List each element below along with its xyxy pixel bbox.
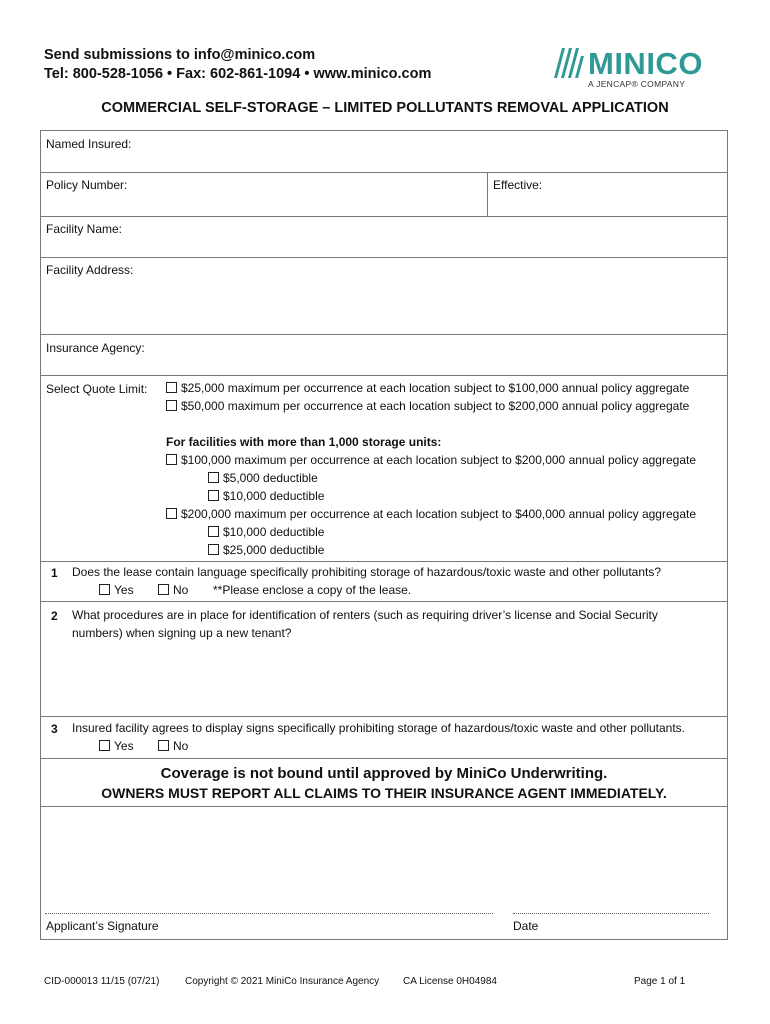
question-3-number: 3 xyxy=(51,722,58,736)
checkbox[interactable] xyxy=(99,584,110,595)
logo-wordmark: MINICO xyxy=(588,46,703,81)
quote-limit-label: Select Quote Limit: xyxy=(46,382,148,396)
large-facility-heading: For facilities with more than 1,000 storage units: xyxy=(166,435,442,449)
checkbox[interactable] xyxy=(158,740,169,751)
minico-logo xyxy=(552,44,728,92)
form-id: CID-000013 11/15 (07/21) xyxy=(44,976,160,987)
checkbox[interactable] xyxy=(208,544,219,555)
date-label: Date xyxy=(513,919,539,933)
facility-name-label: Facility Name: xyxy=(46,222,123,236)
question-3-text: Insured facility agrees to display signs specifically prohibiting storage of hazardous/toxic waste and other pollutants. xyxy=(72,721,686,735)
checkbox[interactable] xyxy=(208,472,219,483)
submission-header xyxy=(44,46,431,84)
policy-number-label: Policy Number: xyxy=(46,178,128,192)
question-1-text: Does the lease contain language specifically prohibiting storage of hazardous/toxic waste and other pollutants? xyxy=(72,565,662,579)
claims-notice: OWNERS MUST REPORT ALL CLAIMS TO THEIR INSURANCE AGENT IMMEDIATELY. xyxy=(101,785,667,801)
submission-email-line: Send submissions to info@minico.com xyxy=(44,47,316,63)
checkbox[interactable] xyxy=(99,740,110,751)
question-1-no[interactable]: No xyxy=(158,581,188,599)
checkbox[interactable] xyxy=(166,508,177,519)
insurance-agency-label: Insurance Agency: xyxy=(46,341,145,355)
question-3-no[interactable]: No xyxy=(158,737,188,755)
copyright: Copyright © 2021 MiniCo Insurance Agency xyxy=(185,976,380,987)
facility-address-label: Facility Address: xyxy=(46,263,134,277)
question-2-line-2: numbers) when signing up a new tenant? xyxy=(72,626,292,640)
deductible-25k-option[interactable]: $25,000 deductible xyxy=(208,541,324,559)
effective-label: Effective: xyxy=(493,178,543,192)
checkbox[interactable] xyxy=(208,490,219,501)
quote-option-50k[interactable]: $50,000 maximum per occurrence at each location subject to $200,000 annual policy aggregate xyxy=(166,397,689,415)
logo-tagline: A JENCAP® COMPANY xyxy=(588,79,686,89)
deductible-10k-option[interactable]: $10,000 deductible xyxy=(208,523,324,541)
question-1-number: 1 xyxy=(51,566,58,580)
coverage-notice: Coverage is not bound until approved by MiniCo Underwriting. xyxy=(160,765,608,782)
question-3-yes[interactable]: Yes xyxy=(99,737,134,755)
form-title: COMMERCIAL SELF-STORAGE – LIMITED POLLUTANTS REMOVAL APPLICATION xyxy=(101,100,669,116)
license-number: CA License 0H04984 xyxy=(403,976,497,987)
deductible-5k-option[interactable]: $5,000 deductible xyxy=(208,469,318,487)
quote-option-200k[interactable]: $200,000 maximum per occurrence at each location subject to $400,000 annual policy aggregate xyxy=(166,505,696,523)
quote-option-25k[interactable]: $25,000 maximum per occurrence at each location subject to $100,000 annual policy aggregate xyxy=(166,379,689,397)
question-1-note: **Please enclose a copy of the lease. xyxy=(213,583,412,597)
deductible-10k-option[interactable]: $10,000 deductible xyxy=(208,487,324,505)
quote-option-100k[interactable]: $100,000 maximum per occurrence at each location subject to $200,000 annual policy aggregate xyxy=(166,451,696,469)
checkbox[interactable] xyxy=(158,584,169,595)
checkbox[interactable] xyxy=(208,526,219,537)
minico-stripes-icon xyxy=(552,46,586,80)
question-1-yes[interactable]: Yes xyxy=(99,581,134,599)
checkbox[interactable] xyxy=(166,454,177,465)
question-2-line-1: What procedures are in place for identification of renters (such as requiring driver’s license and Social Security xyxy=(72,608,658,622)
checkbox[interactable] xyxy=(166,400,177,411)
applicant-signature-label: Applicant’s Signature xyxy=(46,919,159,933)
page-number: Page 1 of 1 xyxy=(634,976,686,987)
date-line[interactable] xyxy=(513,913,709,914)
question-2-number: 2 xyxy=(51,609,58,623)
contact-line: Tel: 800-528-1056 • Fax: 602-861-1094 • www.minico.com xyxy=(44,66,432,82)
signature-line[interactable] xyxy=(45,913,493,914)
checkbox[interactable] xyxy=(166,382,177,393)
named-insured-label: Named Insured: xyxy=(46,137,132,151)
application-form xyxy=(40,130,728,940)
